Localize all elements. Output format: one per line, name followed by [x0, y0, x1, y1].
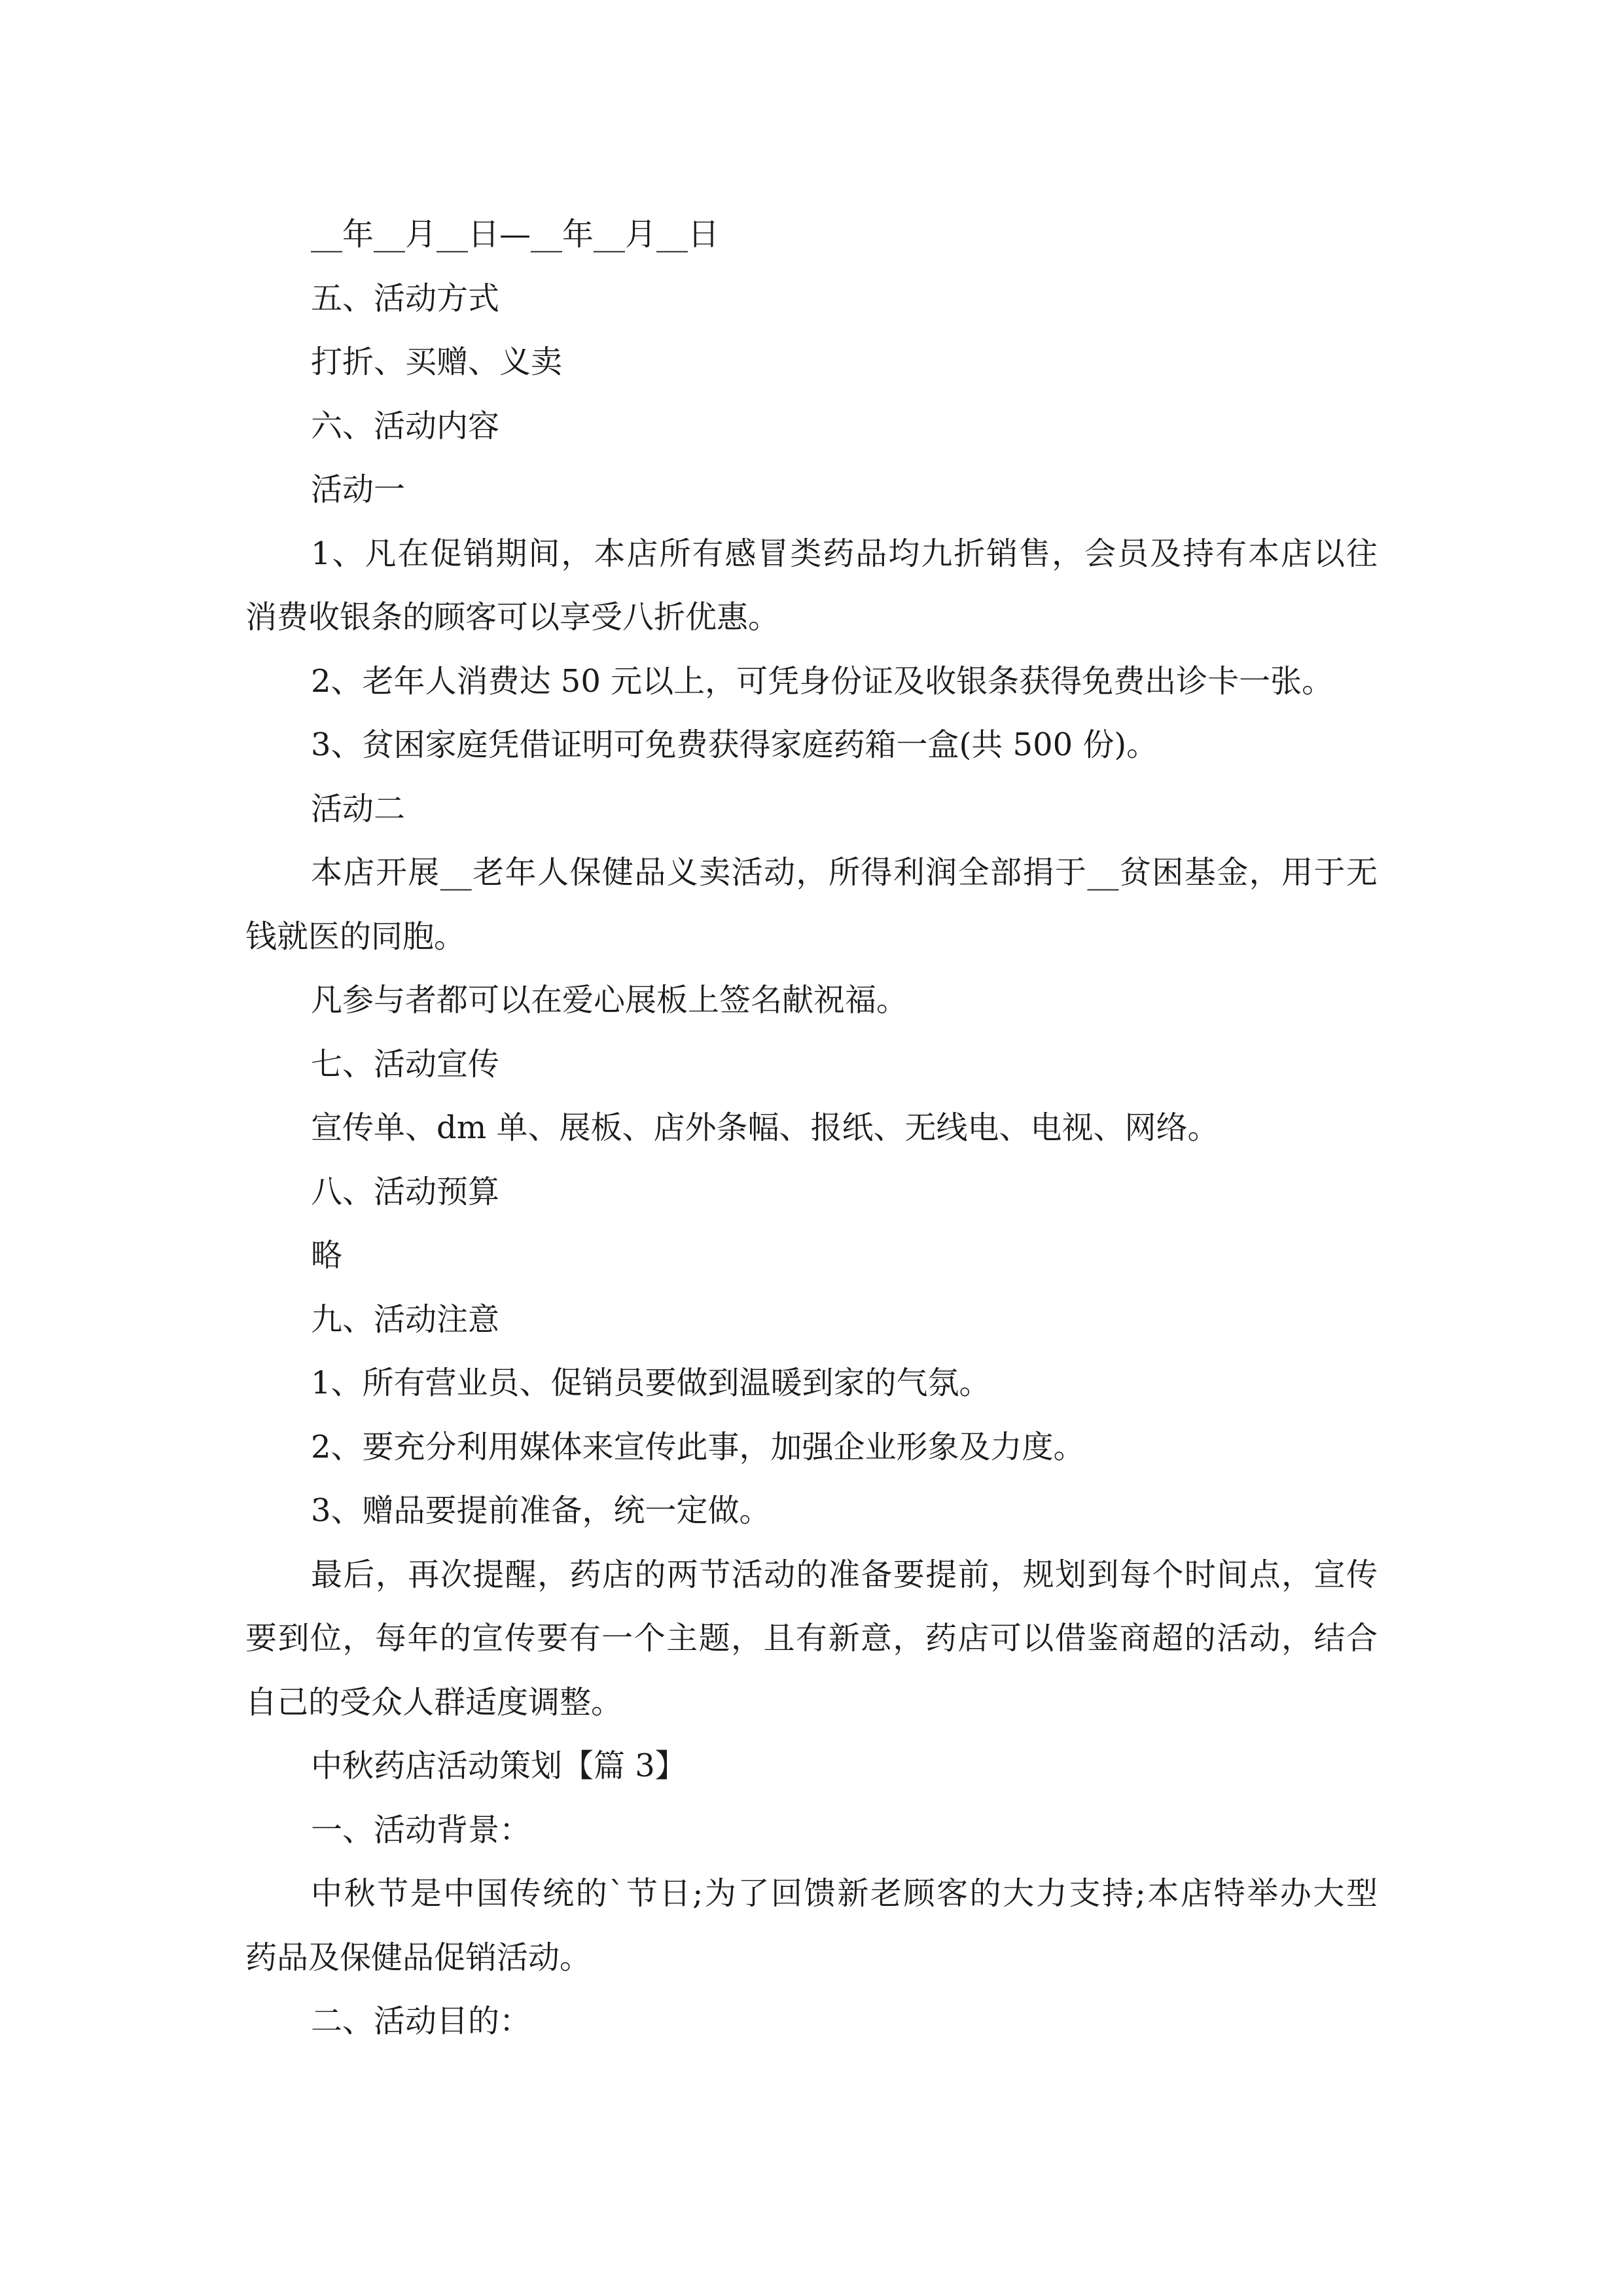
text-line: 药品及保健品促销活动。 [245, 1939, 592, 1976]
text-line: 消费收银条的顾客可以享受八折优惠。 [245, 599, 780, 636]
text-line: 打折、买赠、义卖 [311, 344, 563, 380]
text-line: 中秋节是中国传统的`节日;为了回馈新老顾客的大力支持;本店特举办大型 [311, 1875, 1378, 1912]
text-line: __年__月__日—__年__月__日 [311, 216, 720, 253]
text-line: 六、活动内容 [311, 407, 500, 444]
text-line: 活动一 [311, 471, 406, 508]
text-line: 五、活动方式 [311, 279, 500, 317]
text-line: 本店开展__老年人保健品义卖活动，所得利润全部捐于__贫困基金，用于无 [311, 854, 1378, 891]
text-line: 1、凡在促销期间，本店所有感冒类药品均九折销售，会员及持有本店以往 [311, 535, 1378, 572]
text-line: 最后，再次提醒，药店的两节活动的准备要提前，规划到每个时间点，宣传 [311, 1556, 1378, 1593]
text-line: 2、老年人消费达 50 元以上，可凭身份证及收银条获得免费出诊卡一张。 [311, 662, 1334, 700]
document-body [245, 203, 1378, 2054]
text-line: 自己的受众人群适度调整。 [245, 1683, 623, 1721]
text-line: 2、要充分利用媒体来宣传此事，加强企业形象及力度。 [311, 1428, 1085, 1465]
text-line: 3、赠品要提前准备，统一定做。 [311, 1492, 771, 1529]
text-line: 八、活动预算 [311, 1173, 500, 1210]
text-line: 略 [311, 1237, 343, 1274]
text-line: 宣传单、dm 单、展板、店外条幅、报纸、无线电、电视、网络。 [311, 1109, 1219, 1146]
text-line: 1、所有营业员、促销员要做到温暖到家的气氛。 [311, 1365, 991, 1401]
text-line: 中秋药店活动策划【篇 3】 [311, 1748, 687, 1784]
text-line: 钱就医的同胞。 [245, 918, 466, 955]
text-line: 要到位，每年的宣传要有一个主题，且有新意，药店可以借鉴商超的活动，结合 [245, 1620, 1378, 1657]
text-line: 凡参与者都可以在爱心展板上签名献祝福。 [311, 982, 908, 1018]
text-line: 3、贫困家庭凭借证明可免费获得家庭药箱一盒(共 500 份)。 [311, 726, 1158, 763]
text-line: 活动二 [311, 790, 406, 827]
text-line: 二、活动目的： [311, 2003, 531, 2039]
text-line: 九、活动注意 [311, 1300, 500, 1338]
text-line: 一、活动背景： [311, 1811, 531, 1848]
text-line: 七、活动宣传 [311, 1045, 500, 1083]
